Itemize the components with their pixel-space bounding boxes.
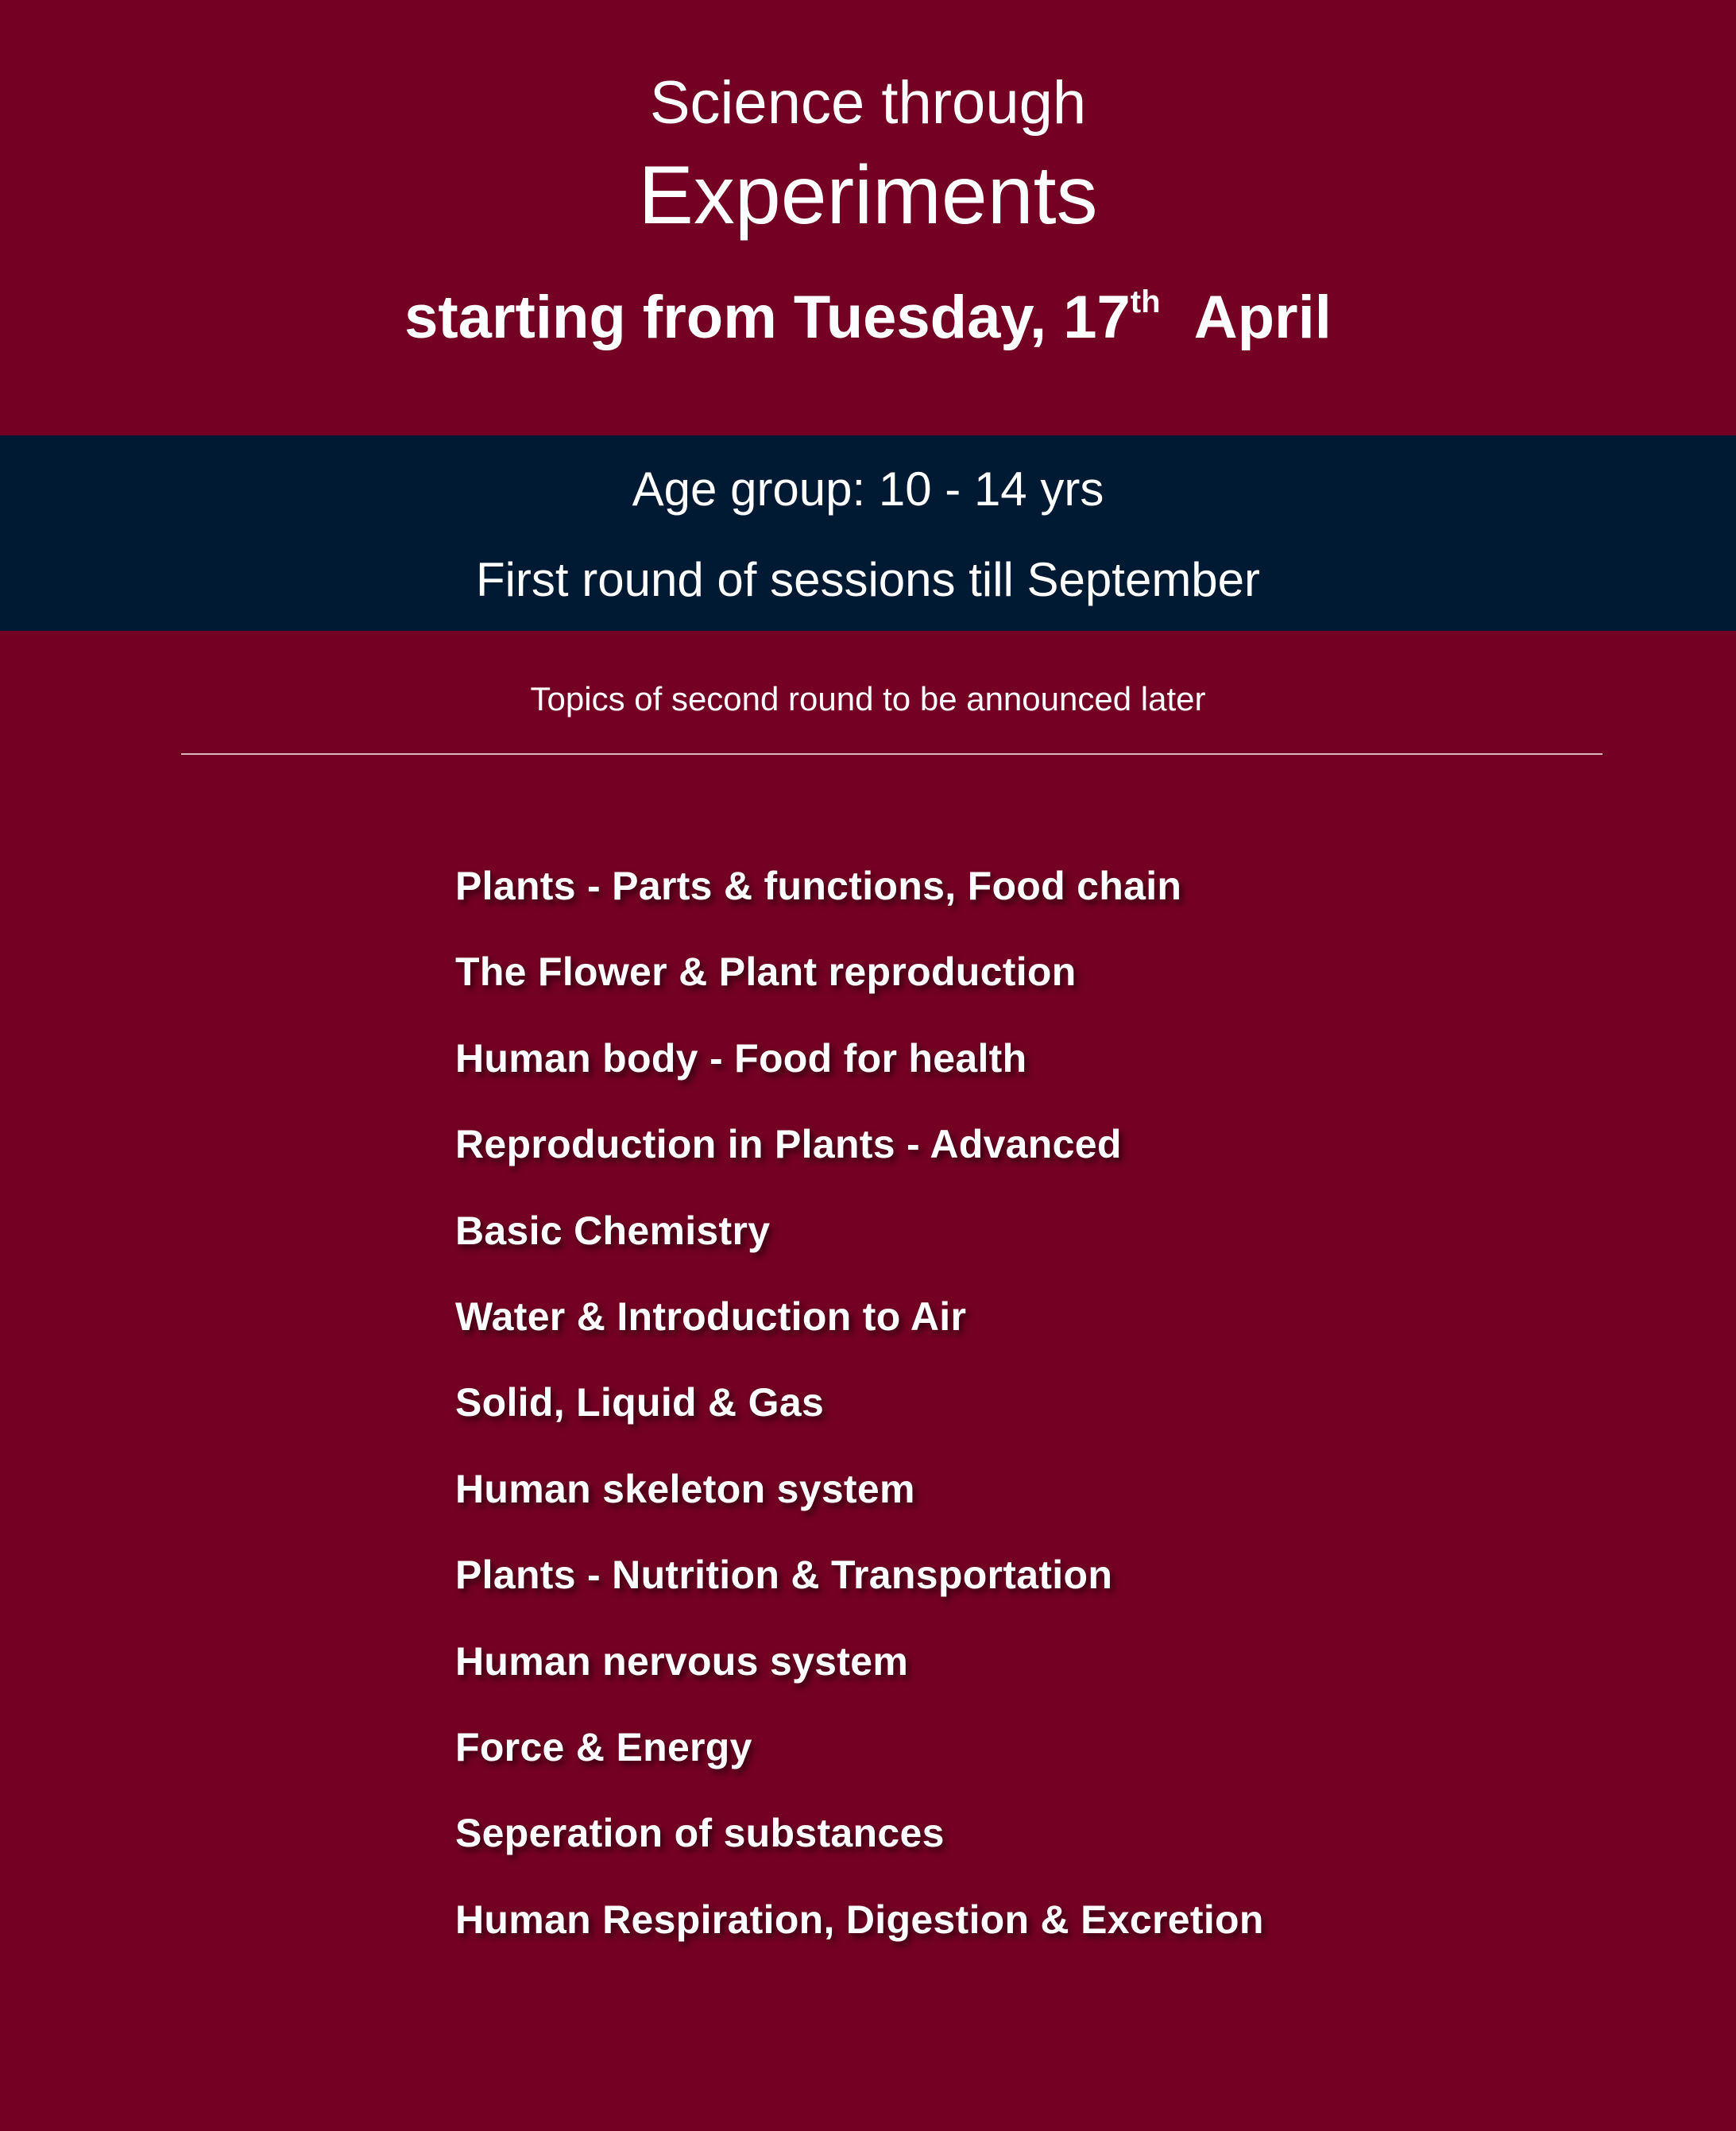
topics-list <box>455 857 1264 1977</box>
start-date-prefix: starting from Tuesday, 17 <box>404 284 1131 351</box>
topic-item: Water & Introduction to Air <box>455 1294 967 1339</box>
topic-item: Force & Energy <box>455 1724 752 1769</box>
age-group: Age group: 10 - 14 yrs <box>632 462 1104 516</box>
topic-item: Reproduction in Plants - Advanced <box>455 1122 1122 1167</box>
sessions-info: First round of sessions till September <box>475 553 1261 606</box>
topic-item: Plants - Nutrition & Transportation <box>455 1553 1113 1598</box>
subtitle: Science through <box>649 69 1087 137</box>
start-date <box>0 278 1736 358</box>
divider <box>181 753 1603 755</box>
topic-item: Plants - Parts & functions, Food chain <box>455 864 1182 908</box>
start-date-month: April <box>1193 284 1332 351</box>
topic-item: Human nervous system <box>455 1638 909 1684</box>
page-title: Experiments <box>638 149 1098 242</box>
header-section <box>0 0 1736 435</box>
topic-item: Solid, Liquid & Gas <box>455 1380 825 1425</box>
topic-item: Human skeleton system <box>455 1466 915 1511</box>
second-round-note: Topics of second round to be announced later <box>530 680 1206 717</box>
topic-item: Human body - Food for health <box>455 1035 1027 1081</box>
topic-item: The Flower & Plant reproduction <box>455 949 1077 995</box>
topic-item: Human Respiration, Digestion & Excretion <box>455 1897 1264 1942</box>
topic-item: Seperation of substances <box>455 1811 945 1856</box>
info-band <box>0 435 1736 631</box>
start-date-ordinal: th <box>1130 284 1161 319</box>
topic-item: Basic Chemistry <box>455 1208 771 1253</box>
